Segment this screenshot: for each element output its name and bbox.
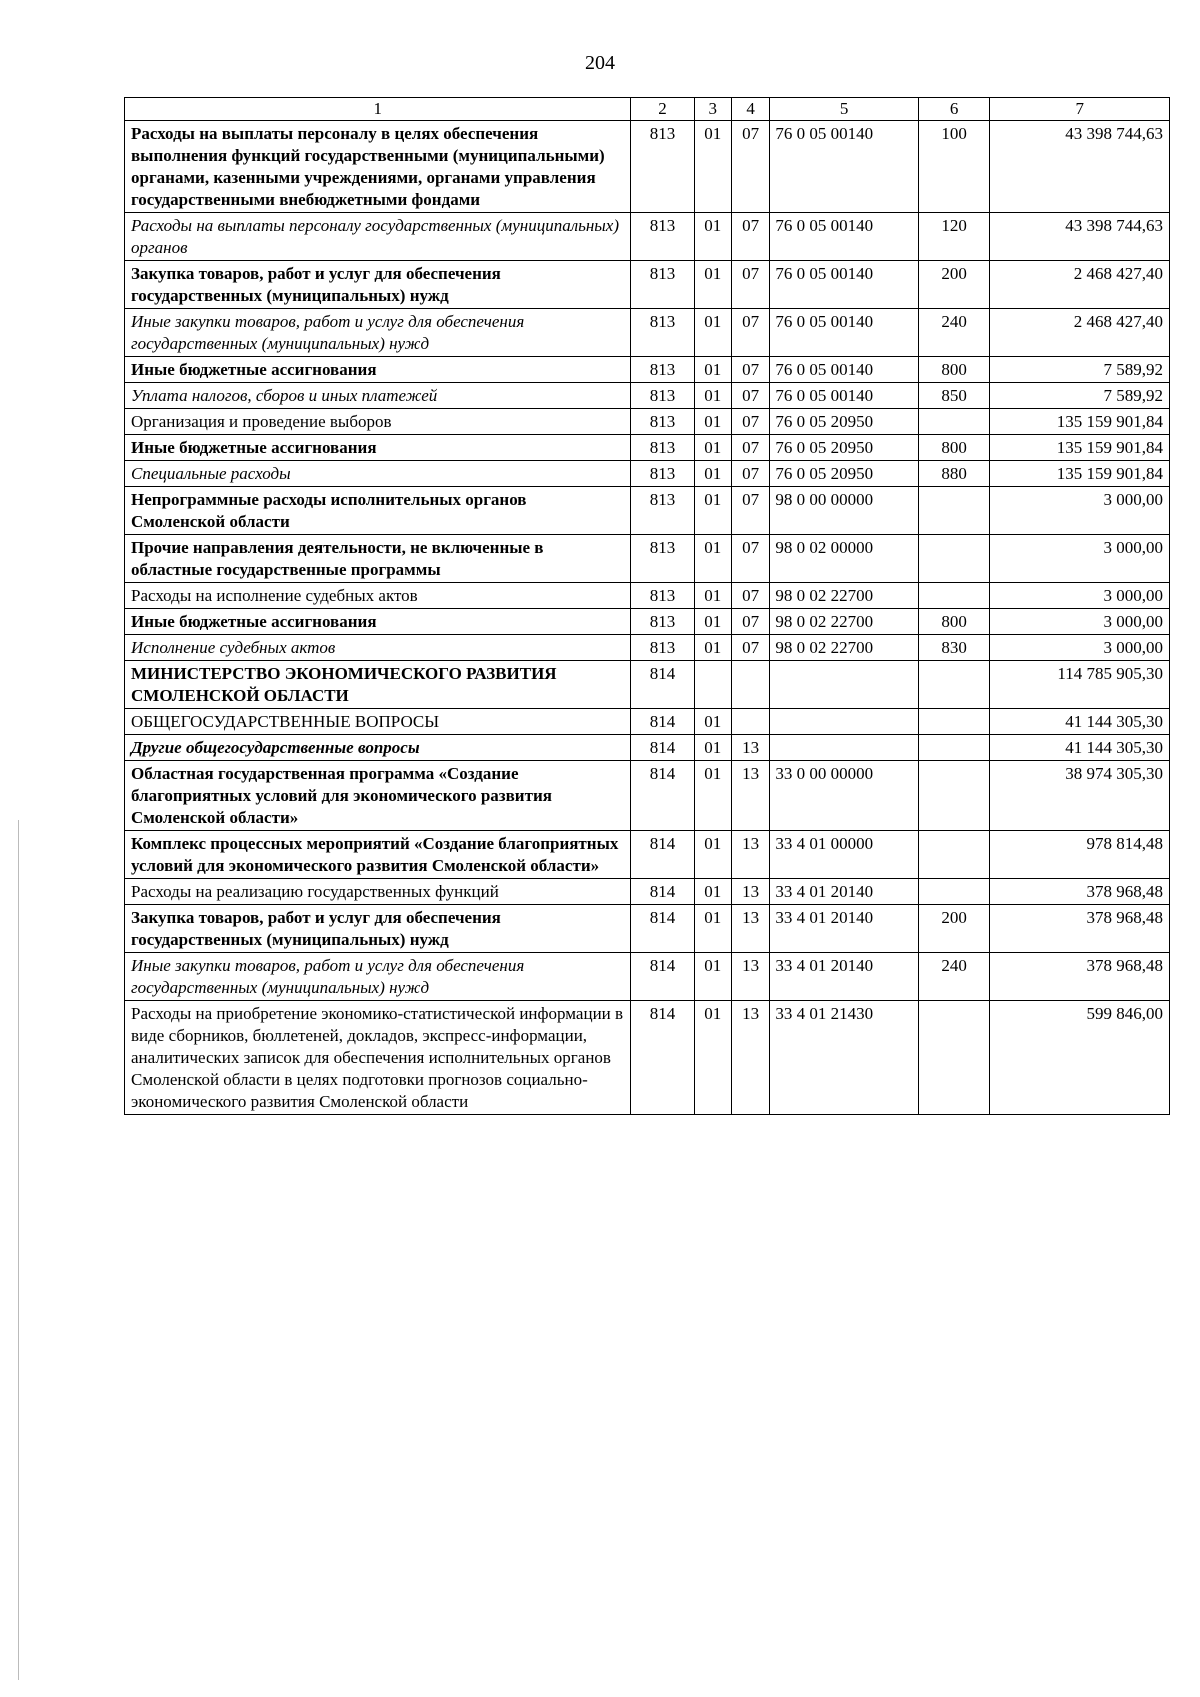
row-name-cell: Закупка товаров, работ и услуг для обеспечения государственных (муниципальных) нужд [125,905,631,953]
header-cell-3: 3 [694,98,731,121]
row-section-cell: 01 [694,309,731,357]
header-cell-6: 6 [918,98,990,121]
row-name-cell: Иные бюджетные ассигнования [125,609,631,635]
row-admin-code-cell: 813 [631,357,694,383]
row-target-article-cell: 33 4 01 21430 [770,1001,919,1115]
row-section-cell: 01 [694,357,731,383]
row-name-cell: Комплекс процессных мероприятий «Создание благоприятных условий для экономического развития Смоленской области» [125,831,631,879]
table-row [125,535,1170,583]
row-admin-code-cell: 813 [631,435,694,461]
row-amount-cell: 114 785 905,30 [990,661,1170,709]
row-name-cell: Расходы на исполнение судебных актов [125,583,631,609]
row-section-cell: 01 [694,905,731,953]
row-amount-cell: 2 468 427,40 [990,261,1170,309]
header-row [125,98,1170,121]
row-name-cell: Иные бюджетные ассигнования [125,435,631,461]
row-amount-cell: 7 589,92 [990,383,1170,409]
table-row [125,905,1170,953]
row-admin-code-cell: 814 [631,1001,694,1115]
row-target-article-cell: 33 4 01 20140 [770,905,919,953]
row-admin-code-cell: 814 [631,761,694,831]
row-subsection-cell: 07 [731,635,769,661]
row-amount-cell: 3 000,00 [990,535,1170,583]
row-target-article-cell: 33 4 01 20140 [770,953,919,1001]
row-name-cell: Расходы на приобретение экономико-статистической информации в виде сборников, бюллетеней, докладов, экспресс-информации, аналитических записок для обеспечения исполнительных органов Смоленской области в целях подготовки прогнозов социально-экономического развития Смоленской области [125,1001,631,1115]
table-header [125,98,1170,121]
table-row [125,435,1170,461]
row-target-article-cell: 33 4 01 00000 [770,831,919,879]
row-expense-type-cell: 120 [918,213,990,261]
row-target-article-cell: 76 0 05 20950 [770,435,919,461]
row-admin-code-cell: 813 [631,461,694,487]
row-target-article-cell: 98 0 02 22700 [770,583,919,609]
row-section-cell: 01 [694,635,731,661]
row-name-cell: Уплата налогов, сборов и иных платежей [125,383,631,409]
row-admin-code-cell: 813 [631,583,694,609]
row-section-cell: 01 [694,583,731,609]
row-amount-cell: 135 159 901,84 [990,409,1170,435]
row-subsection-cell: 07 [731,583,769,609]
row-admin-code-cell: 813 [631,635,694,661]
row-target-article-cell: 98 0 02 22700 [770,635,919,661]
table-row [125,261,1170,309]
row-admin-code-cell: 814 [631,879,694,905]
row-target-article-cell: 76 0 05 00140 [770,357,919,383]
row-admin-code-cell: 813 [631,383,694,409]
row-admin-code-cell: 814 [631,709,694,735]
row-amount-cell: 378 968,48 [990,953,1170,1001]
table-row [125,635,1170,661]
row-expense-type-cell [918,831,990,879]
row-amount-cell: 2 468 427,40 [990,309,1170,357]
row-section-cell: 01 [694,487,731,535]
row-expense-type-cell: 800 [918,435,990,461]
table-row [125,609,1170,635]
row-name-cell: Областная государственная программа «Создание благоприятных условий для экономического развития Смоленской области» [125,761,631,831]
row-amount-cell: 135 159 901,84 [990,461,1170,487]
row-subsection-cell: 07 [731,409,769,435]
row-expense-type-cell: 240 [918,953,990,1001]
table-row [125,831,1170,879]
row-admin-code-cell: 814 [631,661,694,709]
row-amount-cell: 38 974 305,30 [990,761,1170,831]
table-row [125,309,1170,357]
row-expense-type-cell: 800 [918,357,990,383]
row-section-cell: 01 [694,121,731,213]
row-section-cell: 01 [694,435,731,461]
row-section-cell: 01 [694,535,731,583]
row-admin-code-cell: 814 [631,905,694,953]
table-row [125,661,1170,709]
row-expense-type-cell [918,487,990,535]
row-subsection-cell: 07 [731,609,769,635]
row-amount-cell: 3 000,00 [990,609,1170,635]
row-section-cell: 01 [694,461,731,487]
row-target-article-cell [770,709,919,735]
row-admin-code-cell: 813 [631,121,694,213]
row-amount-cell: 3 000,00 [990,635,1170,661]
row-name-cell: ОБЩЕГОСУДАРСТВЕННЫЕ ВОПРОСЫ [125,709,631,735]
row-expense-type-cell [918,1001,990,1115]
row-admin-code-cell: 813 [631,609,694,635]
row-section-cell: 01 [694,609,731,635]
row-name-cell: Расходы на выплаты персоналу в целях обеспечения выполнения функций государственными (муниципальными) органами, казенными учреждениями, органами управления государственными внебюджетными фондами [125,121,631,213]
row-name-cell: Иные закупки товаров, работ и услуг для обеспечения государственных (муниципальных) нужд [125,953,631,1001]
row-subsection-cell: 07 [731,261,769,309]
row-expense-type-cell: 830 [918,635,990,661]
row-expense-type-cell [918,879,990,905]
row-name-cell: Иные бюджетные ассигнования [125,357,631,383]
row-expense-type-cell [918,583,990,609]
row-subsection-cell: 13 [731,905,769,953]
table-body [125,121,1170,1115]
row-amount-cell: 43 398 744,63 [990,121,1170,213]
row-amount-cell: 599 846,00 [990,1001,1170,1115]
table-row [125,121,1170,213]
row-subsection-cell: 07 [731,121,769,213]
row-target-article-cell: 33 4 01 20140 [770,879,919,905]
row-name-cell: Специальные расходы [125,461,631,487]
row-name-cell: Иные закупки товаров, работ и услуг для обеспечения государственных (муниципальных) нужд [125,309,631,357]
row-amount-cell: 43 398 744,63 [990,213,1170,261]
row-expense-type-cell: 800 [918,609,990,635]
row-name-cell: Расходы на выплаты персоналу государственных (муниципальных) органов [125,213,631,261]
table-row [125,409,1170,435]
header-cell-7: 7 [990,98,1170,121]
header-cell-1: 1 [125,98,631,121]
row-section-cell: 01 [694,383,731,409]
row-expense-type-cell [918,761,990,831]
table-row [125,213,1170,261]
row-subsection-cell: 07 [731,487,769,535]
row-amount-cell: 3 000,00 [990,487,1170,535]
table-row [125,879,1170,905]
table-row [125,383,1170,409]
row-target-article-cell: 76 0 05 00140 [770,261,919,309]
row-admin-code-cell: 813 [631,535,694,583]
row-expense-type-cell: 100 [918,121,990,213]
row-subsection-cell: 07 [731,435,769,461]
row-subsection-cell: 13 [731,879,769,905]
row-amount-cell: 135 159 901,84 [990,435,1170,461]
row-admin-code-cell: 813 [631,261,694,309]
row-section-cell: 01 [694,831,731,879]
row-subsection-cell: 13 [731,735,769,761]
row-name-cell: Непрограммные расходы исполнительных органов Смоленской области [125,487,631,535]
row-name-cell: Прочие направления деятельности, не включенные в областные государственные программы [125,535,631,583]
header-cell-5: 5 [770,98,919,121]
row-amount-cell: 7 589,92 [990,357,1170,383]
row-subsection-cell: 07 [731,461,769,487]
row-section-cell: 01 [694,409,731,435]
row-section-cell: 01 [694,1001,731,1115]
row-name-cell: Исполнение судебных актов [125,635,631,661]
row-name-cell: Расходы на реализацию государственных функций [125,879,631,905]
header-cell-4: 4 [731,98,769,121]
row-expense-type-cell [918,409,990,435]
table-row [125,357,1170,383]
row-name-cell: Другие общегосударственные вопросы [125,735,631,761]
row-section-cell: 01 [694,261,731,309]
row-amount-cell: 41 144 305,30 [990,735,1170,761]
row-name-cell: Закупка товаров, работ и услуг для обеспечения государственных (муниципальных) нужд [125,261,631,309]
row-target-article-cell: 98 0 02 22700 [770,609,919,635]
page-number: 204 [585,52,615,74]
row-target-article-cell: 98 0 00 00000 [770,487,919,535]
row-admin-code-cell: 813 [631,409,694,435]
row-target-article-cell: 76 0 05 00140 [770,213,919,261]
row-expense-type-cell: 850 [918,383,990,409]
table-row [125,461,1170,487]
table-row [125,1001,1170,1115]
row-admin-code-cell: 813 [631,213,694,261]
row-subsection-cell: 07 [731,357,769,383]
header-cell-2: 2 [631,98,694,121]
row-target-article-cell: 33 0 00 00000 [770,761,919,831]
row-target-article-cell: 98 0 02 00000 [770,535,919,583]
row-target-article-cell: 76 0 05 00140 [770,121,919,213]
row-section-cell: 01 [694,709,731,735]
row-expense-type-cell [918,735,990,761]
row-target-article-cell [770,735,919,761]
row-amount-cell: 378 968,48 [990,879,1170,905]
row-subsection-cell [731,709,769,735]
row-target-article-cell [770,661,919,709]
row-expense-type-cell: 880 [918,461,990,487]
table-row [125,709,1170,735]
scan-margin-line [18,820,19,1680]
row-name-cell: Организация и проведение выборов [125,409,631,435]
row-subsection-cell: 13 [731,831,769,879]
table-row [125,761,1170,831]
row-admin-code-cell: 813 [631,487,694,535]
row-admin-code-cell: 814 [631,953,694,1001]
row-section-cell: 01 [694,213,731,261]
row-subsection-cell: 07 [731,309,769,357]
row-subsection-cell: 13 [731,1001,769,1115]
row-amount-cell: 3 000,00 [990,583,1170,609]
table-row [125,953,1170,1001]
row-admin-code-cell: 814 [631,831,694,879]
row-subsection-cell: 13 [731,761,769,831]
row-amount-cell: 41 144 305,30 [990,709,1170,735]
row-amount-cell: 978 814,48 [990,831,1170,879]
row-subsection-cell: 13 [731,953,769,1001]
row-admin-code-cell: 813 [631,309,694,357]
table-row [125,583,1170,609]
budget-table [124,97,1170,1115]
row-name-cell: МИНИСТЕРСТВО ЭКОНОМИЧЕСКОГО РАЗВИТИЯ СМОЛЕНСКОЙ ОБЛАСТИ [125,661,631,709]
row-target-article-cell: 76 0 05 00140 [770,309,919,357]
row-expense-type-cell [918,661,990,709]
row-subsection-cell: 07 [731,213,769,261]
row-target-article-cell: 76 0 05 20950 [770,409,919,435]
row-section-cell: 01 [694,735,731,761]
row-section-cell: 01 [694,761,731,831]
table-row [125,735,1170,761]
row-section-cell: 01 [694,953,731,1001]
row-subsection-cell [731,661,769,709]
row-section-cell: 01 [694,879,731,905]
row-expense-type-cell [918,709,990,735]
row-expense-type-cell [918,535,990,583]
row-subsection-cell: 07 [731,383,769,409]
row-expense-type-cell: 240 [918,309,990,357]
row-admin-code-cell: 814 [631,735,694,761]
row-expense-type-cell: 200 [918,905,990,953]
row-subsection-cell: 07 [731,535,769,583]
row-expense-type-cell: 200 [918,261,990,309]
table-row [125,487,1170,535]
row-target-article-cell: 76 0 05 00140 [770,383,919,409]
row-amount-cell: 378 968,48 [990,905,1170,953]
row-section-cell [694,661,731,709]
row-target-article-cell: 76 0 05 20950 [770,461,919,487]
